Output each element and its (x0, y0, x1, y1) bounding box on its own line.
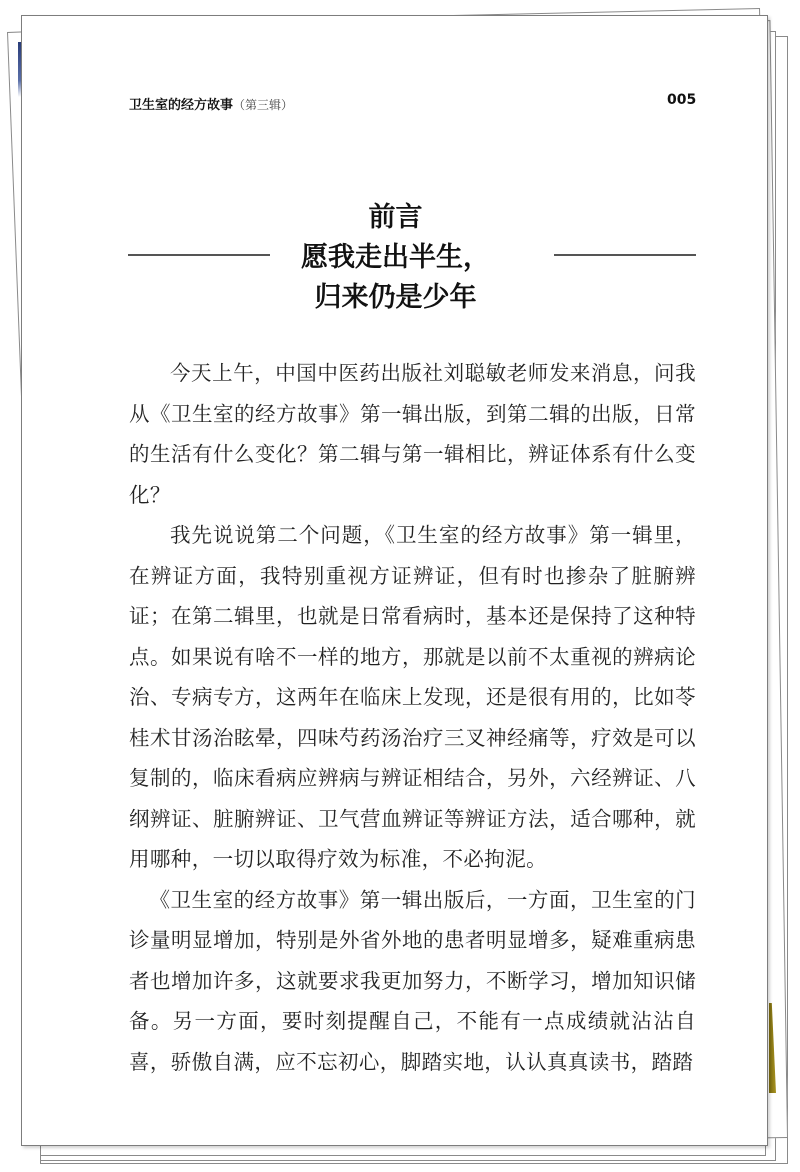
book-page (21, 15, 768, 1146)
paragraph: 我先说说第二个问题，《卫生室的经方故事》第一辑里，在辨证方面，我特别重视方证辨证，但有时也掺杂了脏腑辨证；在第二辑里，也就是日常看病时，基本还是保持了这种特点。如果说有啥不一样的地方，那就是以前不太重视的辨病论治、专病专方，这两年在临床上发现，还是很有用的，比如苓桂术甘汤治眩晕，四味芍药汤治疗三叉神经痛等，疗效是可以复制的，临床看病应辨病与辨证相结合，另外，六经辨证、八纲辨证、脏腑辨证、卫气营血辨证等辨证方法，适合哪种，就用哪种，一切以取得疗效为标准，不必拘泥。 (129, 523, 696, 871)
chapter-title (22, 198, 769, 318)
chapter-subtitle-line1: 愿我走出半生， (301, 242, 490, 273)
paragraph: 今天上午，中国中医药出版社刘聪敏老师发来消息，问我从《卫生室的经方故事》第一辑出版，到第二辑的出版，日常的生活有什么变化？第二辑与第一辑相比，辨证体系有什么变化？ (129, 361, 696, 507)
paragraph: 《卫生室的经方故事》第一辑出版后，一方面，卫生室的门诊量明显增加，特别是外省外地的患者明显增多，疑难重病患者也增加许多，这就要求我更加努力，不断学习，增加知识储备。另一方面，要时刻提醒自己，不能有一点成绩就沾沾自喜，骄傲自满，应不忘初心，脚踏实地，认认真真读书，踏踏 (129, 887, 696, 1074)
body-text (129, 353, 696, 1082)
chapter-subtitle-line2: 归来仍是少年 (314, 282, 477, 313)
page-number: 005 (667, 92, 697, 108)
chapter-heading: 前言 (368, 202, 423, 233)
running-head-title: 卫生室的经方故事 (129, 98, 234, 113)
running-head-volume: （第三辑） (233, 98, 294, 112)
running-head (129, 94, 293, 113)
